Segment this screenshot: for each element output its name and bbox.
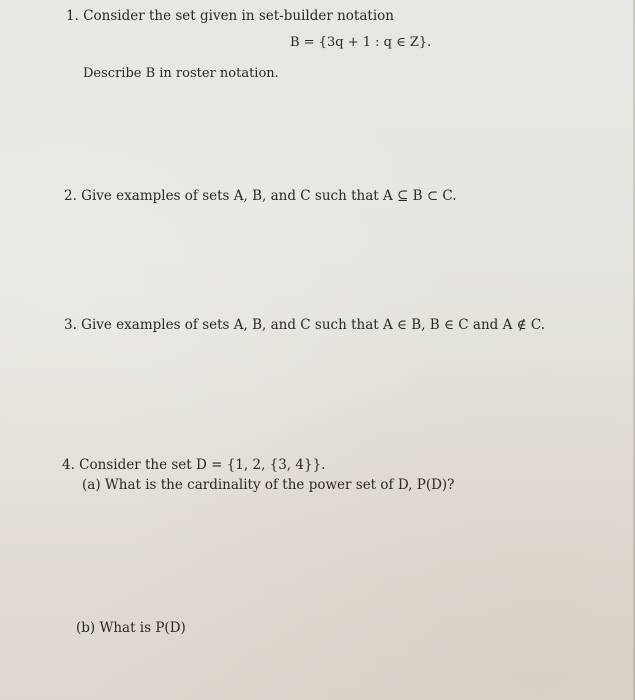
problem-4-part-b: (b) What is P(D) <box>76 620 186 636</box>
problem-1-statement: 1. Consider the set given in set-builder notation <box>66 8 394 24</box>
problem-1-set-builder-equation: B = {3q + 1 : q ∈ Z}. <box>290 35 432 50</box>
problem-2-statement: 2. Give examples of sets A, B, and C such that A ⊆ B ⊂ C. <box>64 188 457 204</box>
problem-3-statement: 3. Give examples of sets A, B, and C such that A ∈ B, B ∈ C and A ∉ C. <box>64 317 546 333</box>
problem-4-part-a: (a) What is the cardinality of the power set of D, P(D)? <box>82 477 455 493</box>
problem-4-statement: 4. Consider the set D = {1, 2, {3, 4}}. <box>62 457 326 473</box>
problem-1-task: Describe B in roster notation. <box>83 66 279 81</box>
